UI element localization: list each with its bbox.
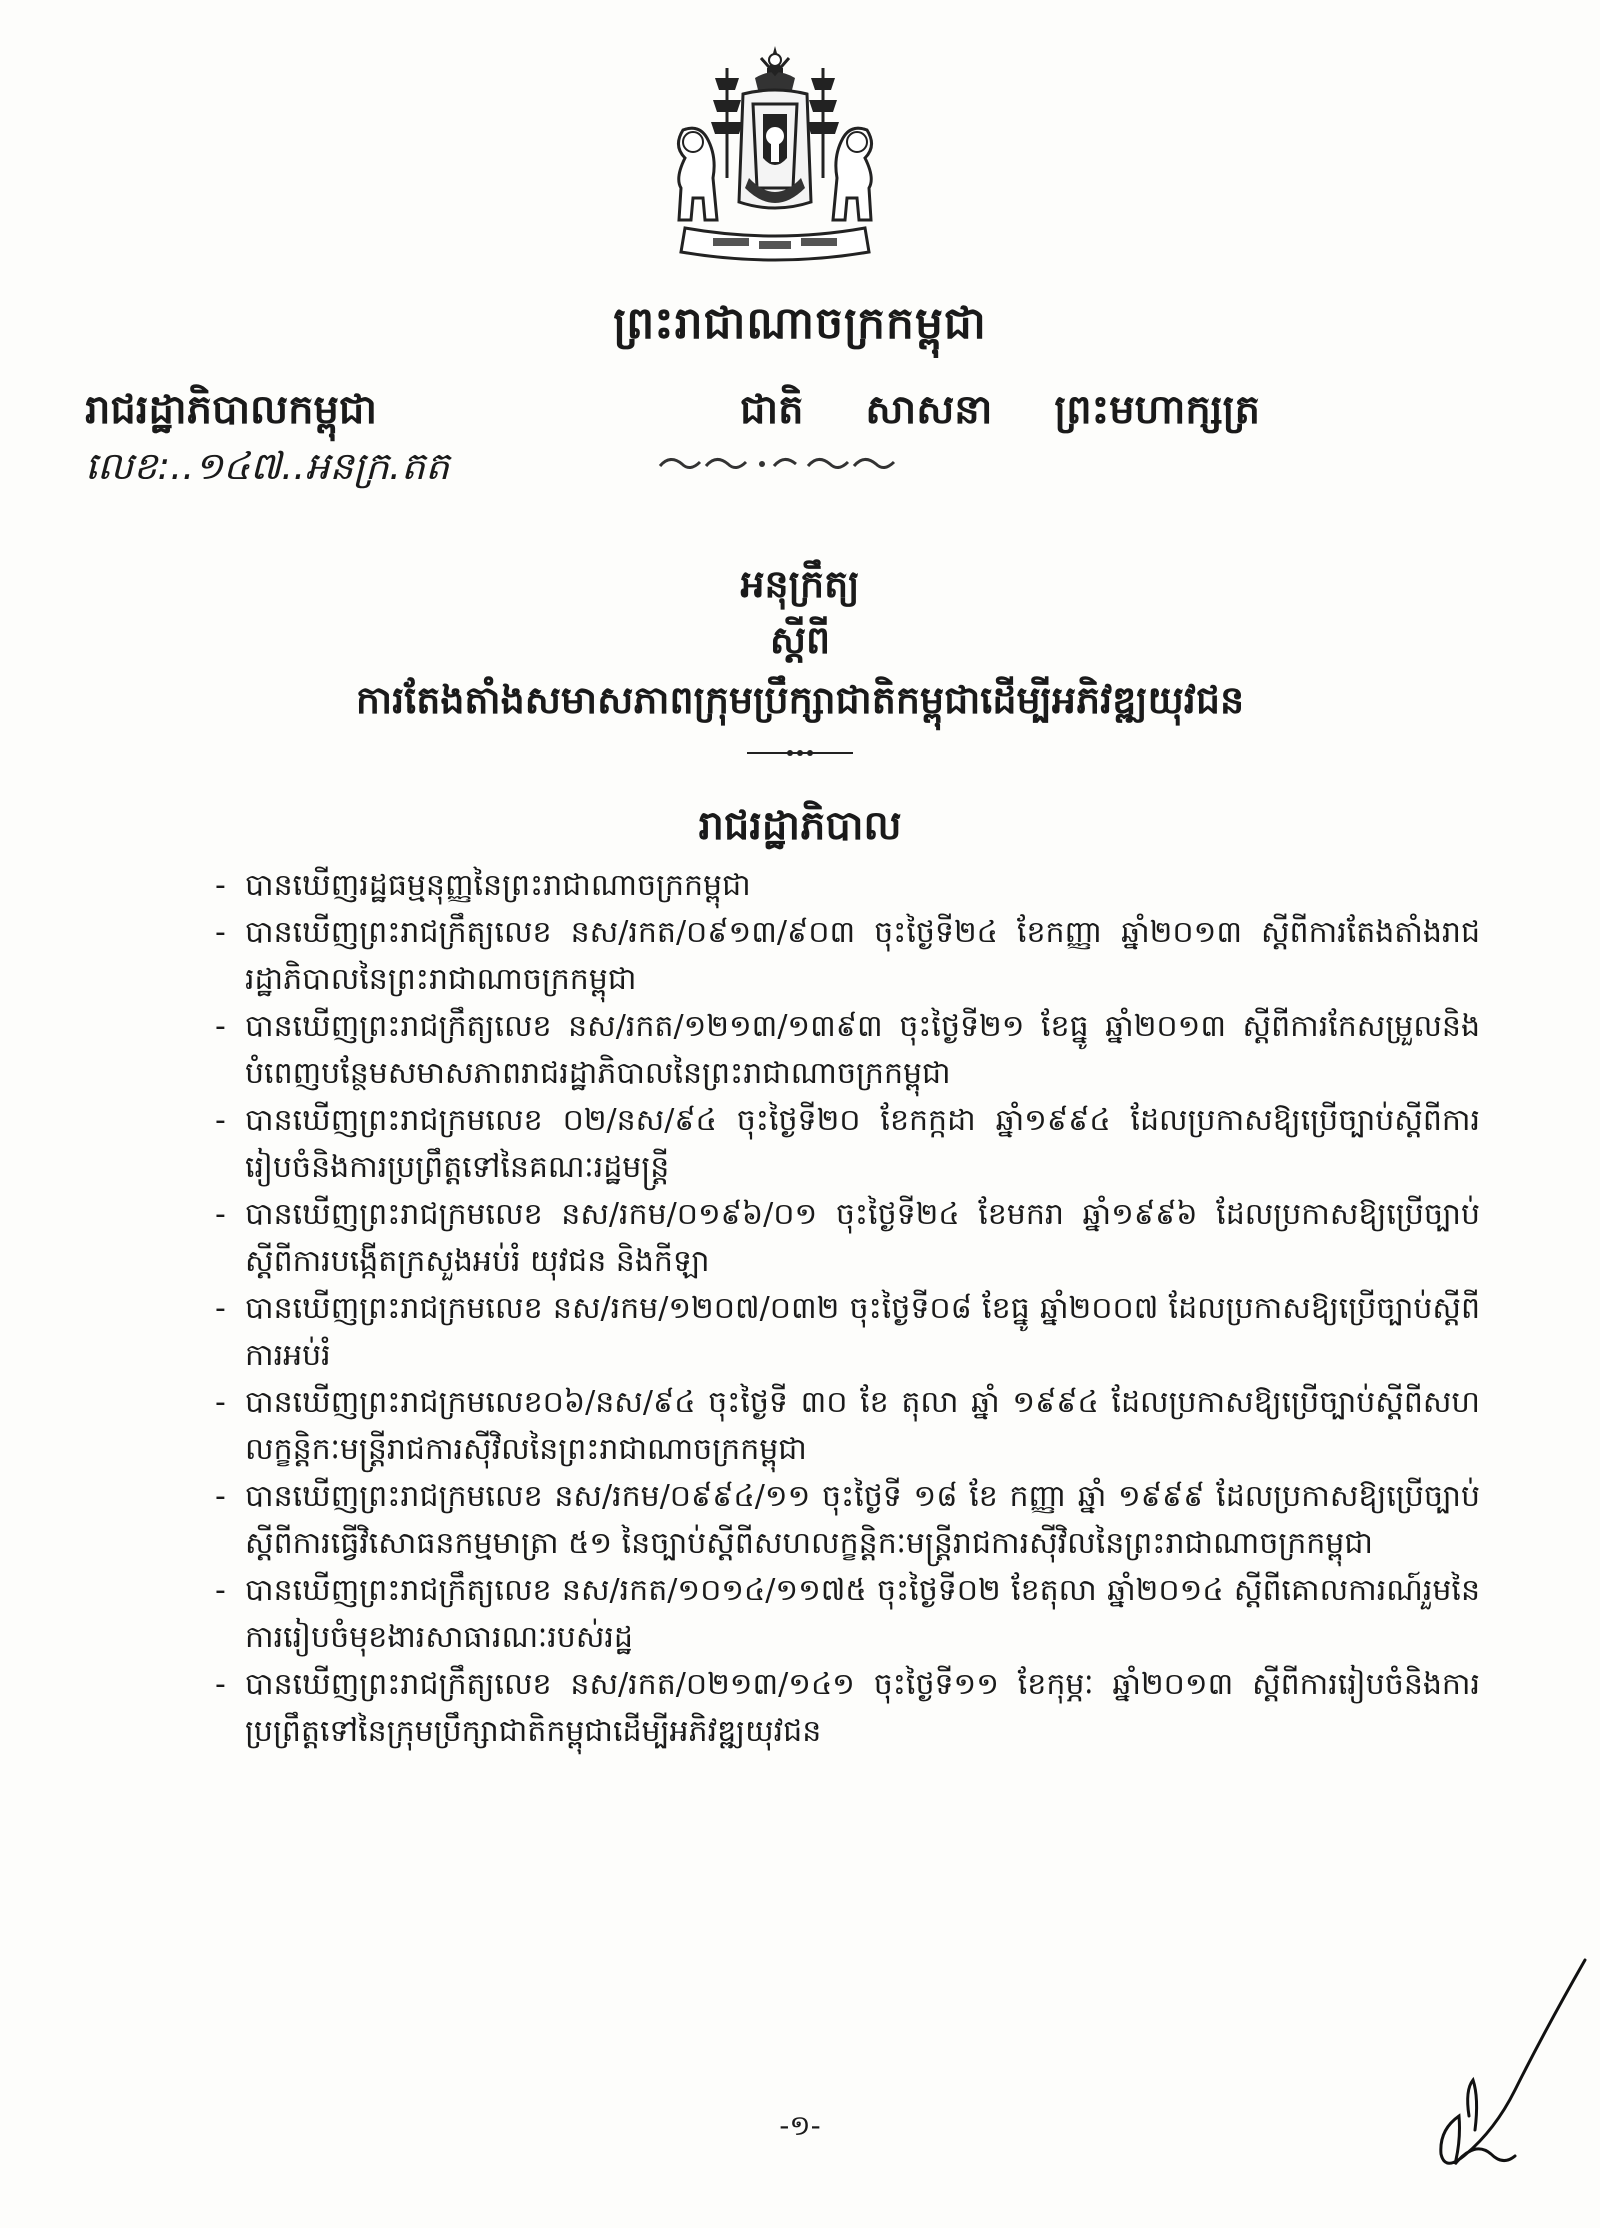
list-item-text: បានឃើញព្រះរាជក្រមលេខ នស/រកម/១២០៧/០៣២ ចុះថ្ងៃទី០៨ ខែធ្នូ ឆ្នាំ២០០៧ ដែលប្រកាសឱ្យប្រើច្បាប់ស្តីពីការអប់រំ [245, 1291, 1480, 1373]
motto-ornament-icon [650, 448, 900, 478]
motto-king: ព្រះមហាក្សត្រ [1054, 387, 1260, 433]
considerations-list [215, 862, 1480, 1755]
bullet-dash: - [215, 1009, 226, 1044]
title-divider [745, 746, 855, 760]
list-item [215, 1567, 1480, 1661]
list-item [215, 1661, 1480, 1755]
motto-religion: សាសនា [865, 387, 993, 433]
handwritten-initial-signature [1395, 1940, 1595, 2190]
list-item-text: បានឃើញព្រះរាជក្រឹត្យលេខ នស/រកត/០២១៣/១៤១ ចុះថ្ងៃទី១១ ខែកុម្ភៈ ឆ្នាំ២០១៣ ស្តីពីការរៀបចំនិងការប្រព្រឹត្តទៅនៃក្រុមប្រឹក្សាជាតិកម្ពុជាដើម្បីអភិវឌ្ឍយុវជន [245, 1667, 1480, 1749]
bullet-dash: - [215, 1667, 226, 1702]
bullet-dash: - [215, 1291, 226, 1326]
reference-number: លេខ:..១៤៧..អនក្រ.តត [85, 444, 450, 488]
bullet-dash: - [215, 1197, 226, 1232]
document-type: អនុក្រឹត្យ [740, 562, 860, 606]
kingdom-name: ព្រះរាជាណាចក្រកម្ពុជា [613, 298, 987, 349]
list-item-text: បានឃើញព្រះរាជក្រឹត្យលេខ នស/រកត/១០១៤/១១៧៥ ចុះថ្ងៃទី០២ ខែតុលា ឆ្នាំ២០១៤ ស្តីពីគោលការណ៍រួមនៃការរៀបចំមុខងារសាធារណៈរបស់រដ្ឋ [245, 1573, 1480, 1655]
list-item-text: បានឃើញព្រះរាជក្រមលេខ ០២/នស/៩៤ ចុះថ្ងៃទី២០ ខែកក្កដា ឆ្នាំ១៩៩៤ ដែលប្រកាសឱ្យប្រើច្បាប់ស្តីពីការរៀបចំនិងការប្រព្រឹត្តទៅនៃគណៈរដ្ឋមន្ត្រី [245, 1103, 1480, 1185]
bullet-dash: - [215, 1479, 226, 1514]
list-item [215, 1285, 1480, 1379]
list-item [215, 1003, 1480, 1097]
list-item-text: បានឃើញព្រះរាជក្រមលេខ នស/រកម/០៩៩៤/១១ ចុះថ្ងៃទី ១៨ ខែ កញ្ញា ឆ្នាំ ១៩៩៩ ដែលប្រកាសឱ្យប្រើច្បាប់ស្តីពីការធ្វើវិសោធនកម្មមាត្រា ៥១ នៃច្បាប់ស្តីពីសហលក្ខន្តិកៈមន្ត្រីរាជការស៊ីវិលនៃព្រះរាជាណាចក្រកម្ពុជា [245, 1479, 1480, 1561]
bullet-dash: - [215, 915, 226, 950]
bullet-dash: - [215, 1573, 226, 1608]
page-number: -១- [779, 2109, 821, 2142]
bullet-dash: - [215, 1103, 226, 1138]
list-item [215, 1473, 1480, 1567]
issuing-government: រាជរដ្ឋាភិបាលកម្ពុជា [85, 387, 377, 433]
bullet-dash: - [215, 868, 226, 903]
list-item [215, 1379, 1480, 1473]
list-item [215, 1097, 1480, 1191]
document-about: ស្តីពី [769, 618, 831, 662]
bullet-dash: - [215, 1385, 226, 1420]
national-motto [740, 384, 1308, 443]
list-item [215, 909, 1480, 1003]
section-heading: រាជរដ្ឋាភិបាល [698, 803, 902, 849]
list-item-text: បានឃើញព្រះរាជក្រឹត្យលេខ នស/រកត/១២១៣/១៣៩៣ ចុះថ្ងៃទី២១ ខែធ្នូ ឆ្នាំ២០១៣ ស្តីពីការកែសម្រួលនិងបំពេញបន្ថែមសមាសភាពរាជរដ្ឋាភិបាលនៃព្រះរាជាណាចក្រកម្ពុជា [245, 1009, 1480, 1091]
document-subject: ការតែងតាំងសមាសភាពក្រុមប្រឹក្សាជាតិកម្ពុជាដើម្បីអភិវឌ្ឍយុវជន [355, 678, 1245, 722]
royal-coat-of-arms-icon [655, 38, 895, 278]
list-item-text: បានឃើញព្រះរាជក្រមលេខ០៦/នស/៩៤ ចុះថ្ងៃទី ៣០ ខែ តុលា ឆ្នាំ ១៩៩៤ ដែលប្រកាសឱ្យប្រើច្បាប់ស្តីពីសហលក្ខន្តិកៈមន្ត្រីរាជការស៊ីវិលនៃព្រះរាជាណាចក្រកម្ពុជា [245, 1385, 1480, 1467]
motto-nation: ជាតិ [740, 387, 804, 433]
list-item-text: បានឃើញព្រះរាជក្រឹត្យលេខ នស/រកត/០៩១៣/៩០៣ ចុះថ្ងៃទី២៤ ខែកញ្ញា ឆ្នាំ២០១៣ ស្តីពីការតែងតាំងរាជរដ្ឋាភិបាលនៃព្រះរាជាណាចក្រកម្ពុជា [245, 915, 1480, 997]
list-item-text: បានឃើញរដ្ឋធម្មនុញ្ញនៃព្រះរាជាណាចក្រកម្ពុជា [245, 868, 751, 903]
list-item [215, 862, 1480, 909]
list-item [215, 1191, 1480, 1285]
list-item-text: បានឃើញព្រះរាជក្រមលេខ នស/រកម/០១៩៦/០១ ចុះថ្ងៃទី២៤ ខែមករា ឆ្នាំ១៩៩៦ ដែលប្រកាសឱ្យប្រើច្បាប់ស្តីពីការបង្កើតក្រសួងអប់រំ យុវជន និងកីឡា [245, 1197, 1480, 1279]
